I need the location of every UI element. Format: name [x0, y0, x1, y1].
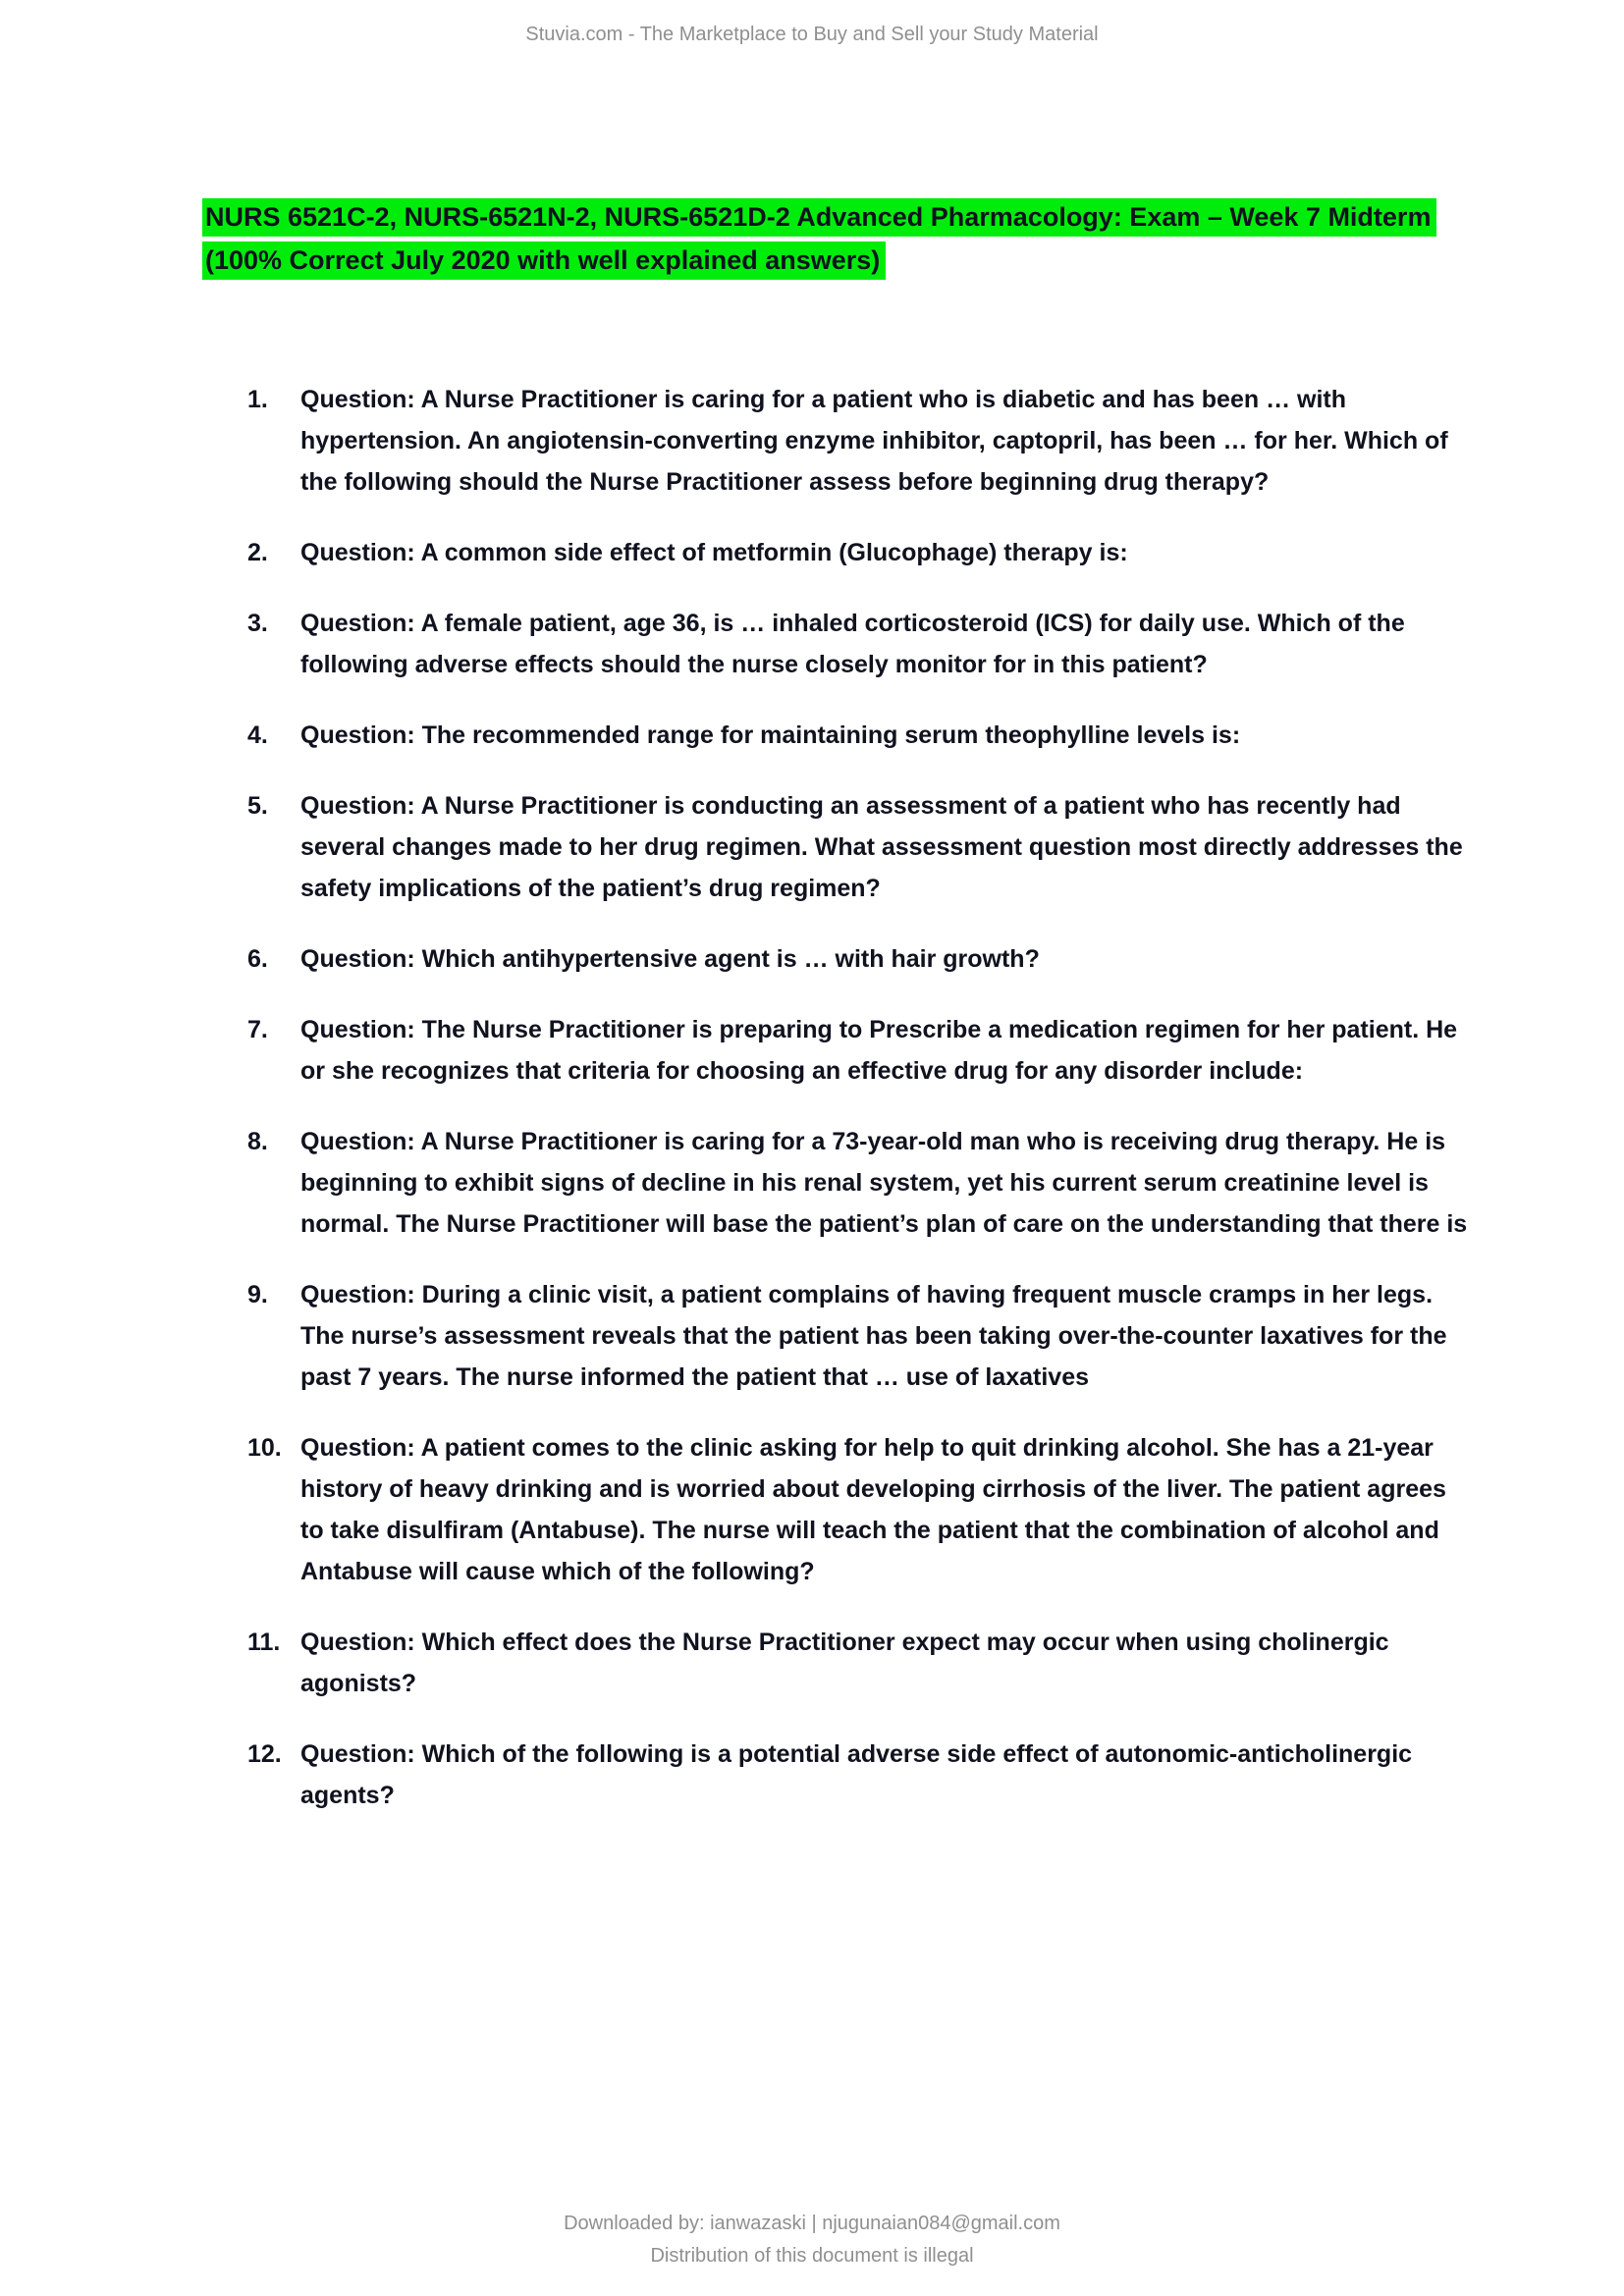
page-header	[0, 24, 1624, 46]
question-text: Question: During a clinic visit, a patient complains of having frequent muscle cramps in her legs. The nurse’s assessment reveals that the patient has been taking over-the-counter laxatives for the past 7 years. The nurse informed the patient that … use of laxatives	[300, 1281, 1447, 1391]
title-line-2	[202, 239, 1487, 282]
question-text: Question: The Nurse Practitioner is preparing to Prescribe a medication regimen for her patient. He or she recognizes that criteria for choosing an effective drug for any disorder include:	[300, 1016, 1458, 1085]
question-number: 2.	[247, 539, 268, 566]
question-text: Question: A female patient, age 36, is … inhaled corticosteroid (ICS) for daily use. Which of the following adverse effects should the nurse closely monitor for in this patient?	[300, 610, 1405, 678]
question-text: Question: Which effect does the Nurse Practitioner expect may occur when using cholinergic agonists?	[300, 1629, 1389, 1697]
question-number: 10.	[247, 1434, 282, 1462]
title-line-1	[202, 195, 1487, 239]
question-number: 12.	[247, 1740, 282, 1768]
question-item	[247, 532, 1471, 573]
question-item	[247, 603, 1471, 685]
question-number: 9.	[247, 1281, 268, 1308]
question-item	[247, 1622, 1471, 1704]
question-item	[247, 1274, 1471, 1398]
question-item	[247, 1121, 1471, 1245]
question-number: 5.	[247, 792, 268, 820]
footer-downloaded-by: Downloaded by: ianwazaski | njugunaian084@gmail.com	[564, 2213, 1060, 2234]
question-text: Question: Which of the following is a potential adverse side effect of autonomic-anticholinergic agents?	[300, 1740, 1413, 1809]
question-text: Question: A common side effect of metformin (Glucophage) therapy is:	[300, 539, 1128, 566]
question-item	[247, 1734, 1471, 1816]
question-number: 1.	[247, 386, 268, 413]
question-number: 8.	[247, 1128, 268, 1155]
question-item	[247, 785, 1471, 909]
title-highlight-1: NURS 6521C-2, NURS-6521N-2, NURS-6521D-2 Advanced Pharmacology: Exam – Week 7 Midterm	[202, 198, 1436, 237]
question-text: Question: A Nurse Practitioner is caring for a patient who is diabetic and has been … with hypertension. An angiotensin-converting enzyme inhibitor, captopril, has been … for her. Which of the following should the Nurse Practitioner assess before beginning drug therapy?	[300, 386, 1448, 496]
question-item	[247, 715, 1471, 756]
question-item	[247, 1427, 1471, 1592]
question-number: 6.	[247, 945, 268, 973]
question-number: 3.	[247, 610, 268, 637]
question-item	[247, 1009, 1471, 1092]
footer-notice: Distribution of this document is illegal	[650, 2245, 974, 2267]
page-footer	[0, 2208, 1624, 2272]
question-number: 7.	[247, 1016, 268, 1043]
question-item	[247, 938, 1471, 980]
question-list	[247, 379, 1471, 1845]
question-text: Question: The recommended range for maintaining serum theophylline levels is:	[300, 721, 1241, 749]
question-text: Question: A Nurse Practitioner is conducting an assessment of a patient who has recently had several changes made to her drug regimen. What assessment question most directly addresses the safety implications of the patient’s drug regimen?	[300, 792, 1463, 902]
document-title	[202, 195, 1487, 282]
question-text: Question: A patient comes to the clinic asking for help to quit drinking alcohol. She has a 21-year history of heavy drinking and is worried about developing cirrhosis of the liver. The patient agrees to take disulfiram (Antabuse). The nurse will teach the patient that the combination of alcohol and Antabuse will cause which of the following?	[300, 1434, 1446, 1585]
question-number: 11.	[247, 1629, 281, 1656]
question-item	[247, 379, 1471, 503]
header-text: Stuvia.com - The Marketplace to Buy and Sell your Study Material	[525, 24, 1099, 45]
question-text: Question: A Nurse Practitioner is caring for a 73-year-old man who is receiving drug therapy. He is beginning to exhibit signs of decline in his renal system, yet his current serum creatinine level is normal. The Nurse Practitioner will base the patient’s plan of care on the understanding that there is	[300, 1128, 1468, 1238]
title-highlight-2: (100% Correct July 2020 with well explained answers)	[202, 241, 886, 280]
question-number: 4.	[247, 721, 268, 749]
question-text: Question: Which antihypertensive agent is … with hair growth?	[300, 945, 1040, 973]
